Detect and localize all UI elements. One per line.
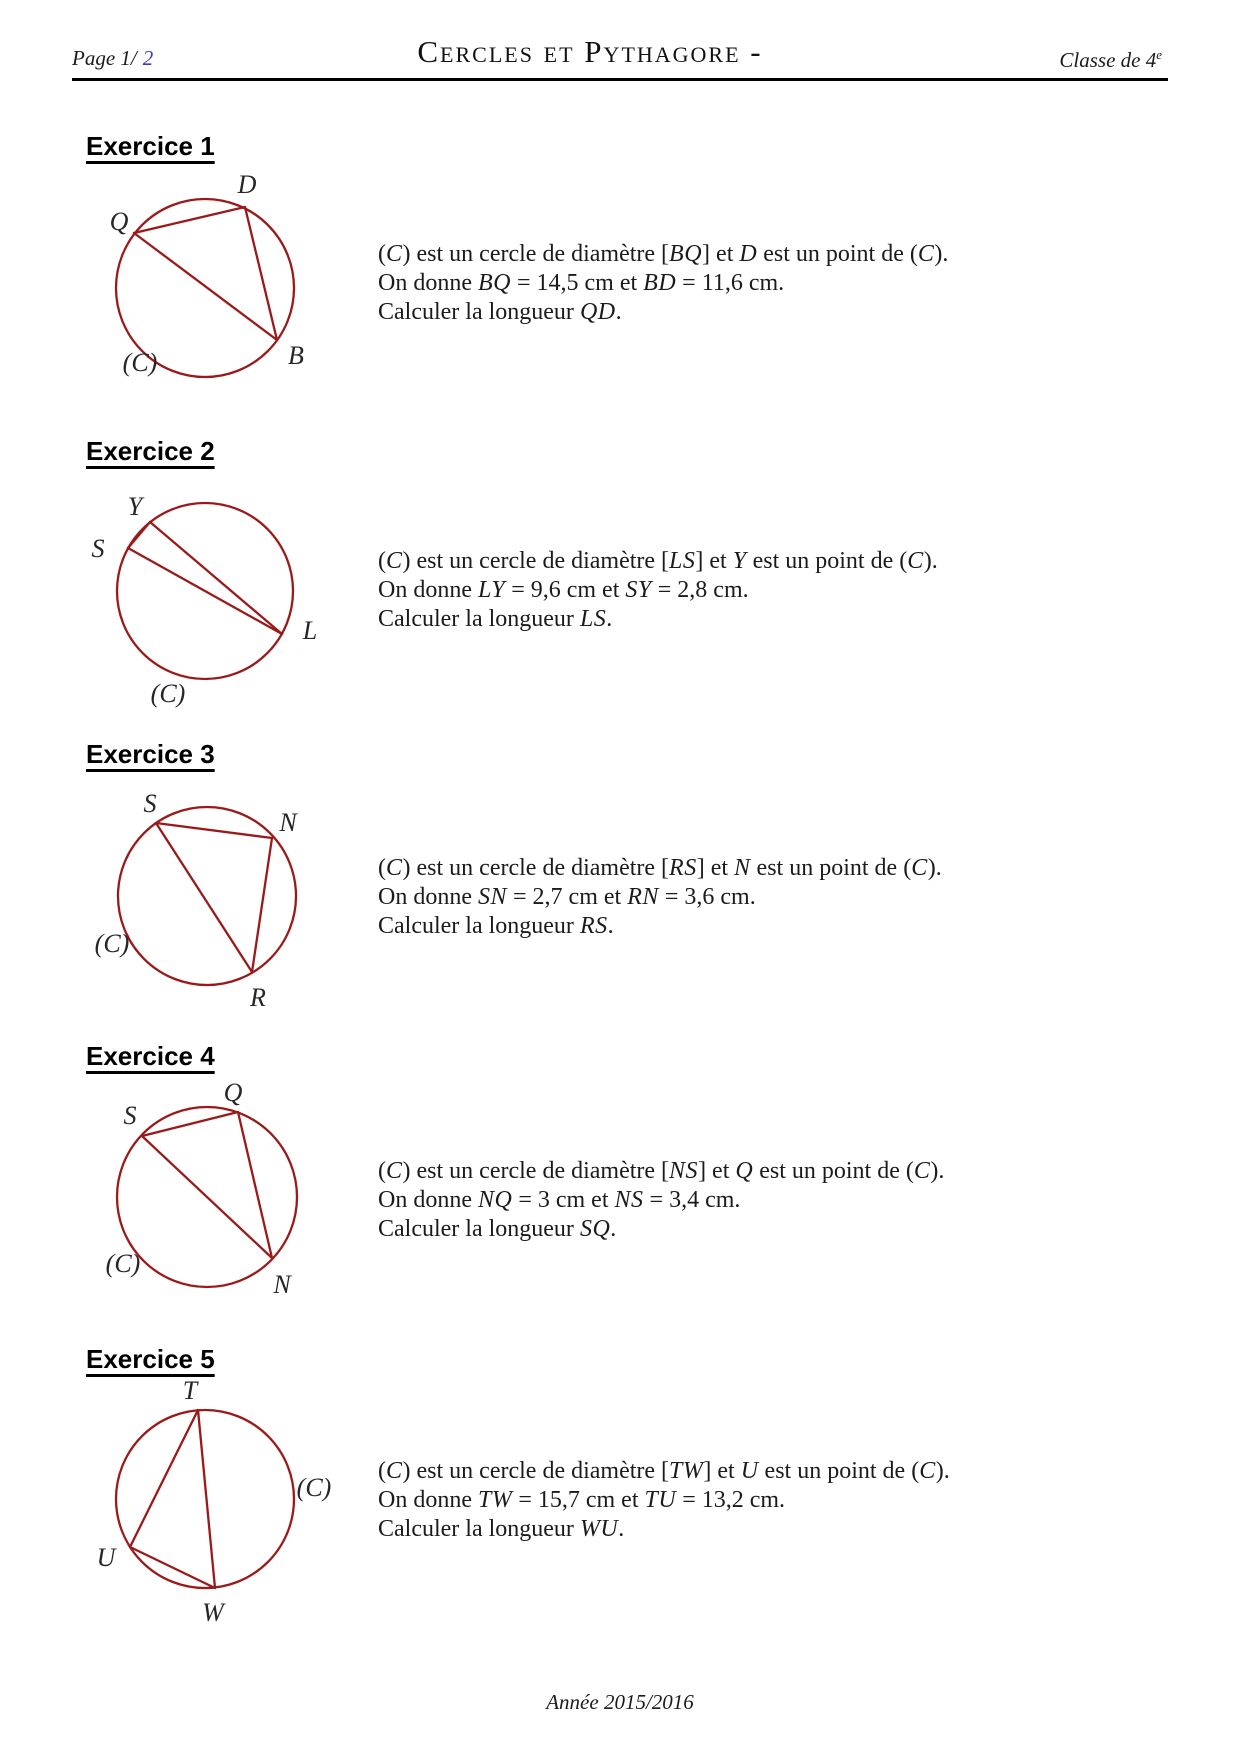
statement-text: ) est un cercle de diamètre [ [402,1458,670,1484]
statement-line [378,912,942,941]
math-symbol: QD [579,299,616,325]
statement-text: ) est un cercle de diamètre [ [402,241,670,267]
chord-QD [134,207,245,233]
exercise-title: Exercice 4 [86,1041,215,1071]
statement-line [378,298,948,327]
statement-text: = 9,6 cm et [505,577,626,603]
vertex-label-D: D [237,170,257,199]
vertex-label-Y: Y [127,492,143,521]
statement-text: ). [927,855,942,881]
math-symbol: LS [669,548,696,574]
circle-diagram [60,1075,360,1315]
statement-text: ( [378,548,386,574]
chord-SN [156,823,272,838]
statement-text: = 3 cm et [512,1187,615,1213]
statement-text: On donne [378,270,478,296]
vertex-label-L: L [302,616,318,645]
math-symbol: Y [732,548,747,574]
statement-text: = 3,6 cm. [658,884,756,910]
statement-text: ] et [698,1158,736,1184]
statement-text: Calculer la longueur [378,606,580,632]
math-symbol: Q [735,1158,754,1184]
math-symbol: RN [627,884,659,910]
statement-text: ). [923,548,938,574]
header-rule [72,78,1168,81]
circle-name-label: (C) [105,1249,141,1278]
statement-text: On donne [378,1487,478,1513]
statement-text: ] et [702,241,740,267]
statement-line [378,547,938,576]
exercise-statement [378,1157,944,1244]
math-symbol: WU [579,1516,619,1542]
exercise-statement [378,1457,950,1544]
math-symbol: C [386,1458,403,1484]
chord-TW [198,1410,215,1588]
math-symbol: C [386,1158,403,1184]
circle-diagram [60,1375,360,1635]
exercise-title: Exercice 5 [86,1344,215,1374]
statement-line [378,1186,944,1215]
statement-text: ) est un cercle de diamètre [ [402,548,670,574]
statement-text: ( [378,855,386,881]
statement-text: On donne [378,1187,478,1213]
footer-year: Année 2015/2016 [546,1690,694,1714]
exercise-title: Exercice 2 [86,436,215,466]
statement-text: est un point de ( [746,548,908,574]
circle [116,1410,294,1588]
math-symbol: NQ [477,1187,513,1213]
statement-text: ] et [695,548,733,574]
statement-text: = 15,7 cm et [512,1487,645,1513]
vertex-label-S: S [143,789,157,818]
vertex-label-R: R [250,983,266,1012]
math-symbol: SN [477,884,507,910]
math-symbol: U [740,1458,759,1484]
vertex-label-Q: Q [223,1078,243,1107]
vertex-label-U: U [96,1543,116,1572]
statement-text: ( [378,1158,386,1184]
statement-text: = 13,2 cm. [676,1487,786,1513]
statement-text: ] et [703,1458,741,1484]
statement-text: ). [930,1158,945,1184]
statement-text: On donne [378,577,478,603]
math-symbol: TW [669,1458,704,1484]
chord-SN [142,1136,272,1258]
statement-text: ). [934,241,949,267]
class-level [1059,47,1162,73]
math-symbol: LY [477,577,506,603]
statement-text: = 2,7 cm et [507,884,628,910]
vertex-label-S: S [91,534,105,563]
math-symbol: D [739,241,758,267]
math-symbol: BD [643,270,677,296]
math-symbol: RS [579,913,608,939]
statement-line [378,1515,950,1544]
statement-text: On donne [378,884,478,910]
statement-text: ). [935,1458,950,1484]
math-symbol: SY [625,577,652,603]
statement-text: est un point de ( [753,1158,914,1184]
statement-line [378,240,948,269]
math-symbol: C [907,548,924,574]
exercise-title: Exercice 3 [86,739,215,769]
document-title: Cercles et Pythagore - [417,34,763,69]
statement-line [378,1486,950,1515]
statement-text: . [610,1216,617,1242]
math-symbol: NS [614,1187,644,1213]
math-symbol: C [917,241,935,267]
vertex-label-T: T [182,1376,198,1405]
statement-text: Calculer la longueur [378,1216,580,1242]
statement-text: = 11,6 cm. [676,270,785,296]
statement-line [378,1457,950,1486]
math-symbol: TW [477,1487,513,1513]
chord-YL [150,522,282,634]
math-symbol: NS [669,1158,699,1184]
statement-line [378,854,942,883]
circle-name-label: (C) [122,348,158,377]
chord-QN [238,1112,272,1258]
statement-text: . [618,1516,625,1542]
class-level-superscript: e [1156,47,1162,62]
statement-text: est un point de ( [757,241,918,267]
statement-text: Calculer la longueur [378,1516,580,1542]
statement-text: Calculer la longueur [378,299,580,325]
chord-TU [130,1410,198,1547]
chord-SQ [142,1112,238,1136]
math-symbol: TU [644,1487,677,1513]
math-symbol: SQ [579,1216,611,1242]
statement-text: ) est un cercle de diamètre [ [402,1158,670,1184]
statement-text: = 14,5 cm et [510,270,644,296]
chord-SL [128,548,282,634]
page-indicator-label: Page 1/ [72,46,137,70]
exercise-statement [378,240,948,327]
vertex-label-N: N [279,808,297,837]
statement-text: . [615,299,622,325]
chord-NR [252,838,272,972]
exercise-statement [378,547,938,634]
page-number-link[interactable]: 2 [142,46,154,70]
statement-text: ) est un cercle de diamètre [ [402,855,670,881]
statement-line [378,1215,944,1244]
statement-text: . [607,913,614,939]
statement-text: est un point de ( [750,855,912,881]
math-symbol: C [386,548,403,574]
exercise-title: Exercice 1 [86,131,215,161]
vertex-label-N: N [273,1270,291,1299]
circle-diagram [60,770,360,1020]
statement-text: est un point de ( [758,1458,920,1484]
math-symbol: C [911,855,928,881]
math-symbol: LS [579,606,607,632]
statement-text: . [606,606,613,632]
math-symbol: N [734,855,751,881]
chord-YS [128,522,150,548]
circle-name-label: (C) [150,679,186,708]
statement-text: ( [378,1458,386,1484]
statement-text: ] et [696,855,735,881]
exercise-statement [378,854,942,941]
chord-SR [156,823,252,972]
circle-diagram [60,455,360,715]
vertex-label-B: B [288,341,304,370]
statement-text: = 3,4 cm. [643,1187,741,1213]
math-symbol: C [386,241,403,267]
statement-text: Calculer la longueur [378,913,580,939]
math-symbol: BQ [477,270,511,296]
math-symbol: C [919,1458,936,1484]
class-level-text: Classe de 4 [1059,48,1157,72]
circle [118,807,296,985]
statement-text: = 2,8 cm. [651,577,749,603]
statement-line [378,605,938,634]
vertex-label-W: W [202,1598,224,1627]
circle-name-label: (C) [296,1473,332,1502]
math-symbol: C [913,1158,931,1184]
statement-line [378,576,938,605]
statement-line [378,269,948,298]
statement-text: ( [378,241,386,267]
vertex-label-S: S [123,1101,137,1130]
statement-line [378,1157,944,1186]
math-symbol: C [386,855,403,881]
circle-name-label: (C) [94,929,130,958]
math-symbol: BQ [669,241,703,267]
statement-line [378,883,942,912]
math-symbol: RS [669,855,697,881]
circle-diagram [60,160,360,395]
vertex-label-Q: Q [109,207,129,236]
